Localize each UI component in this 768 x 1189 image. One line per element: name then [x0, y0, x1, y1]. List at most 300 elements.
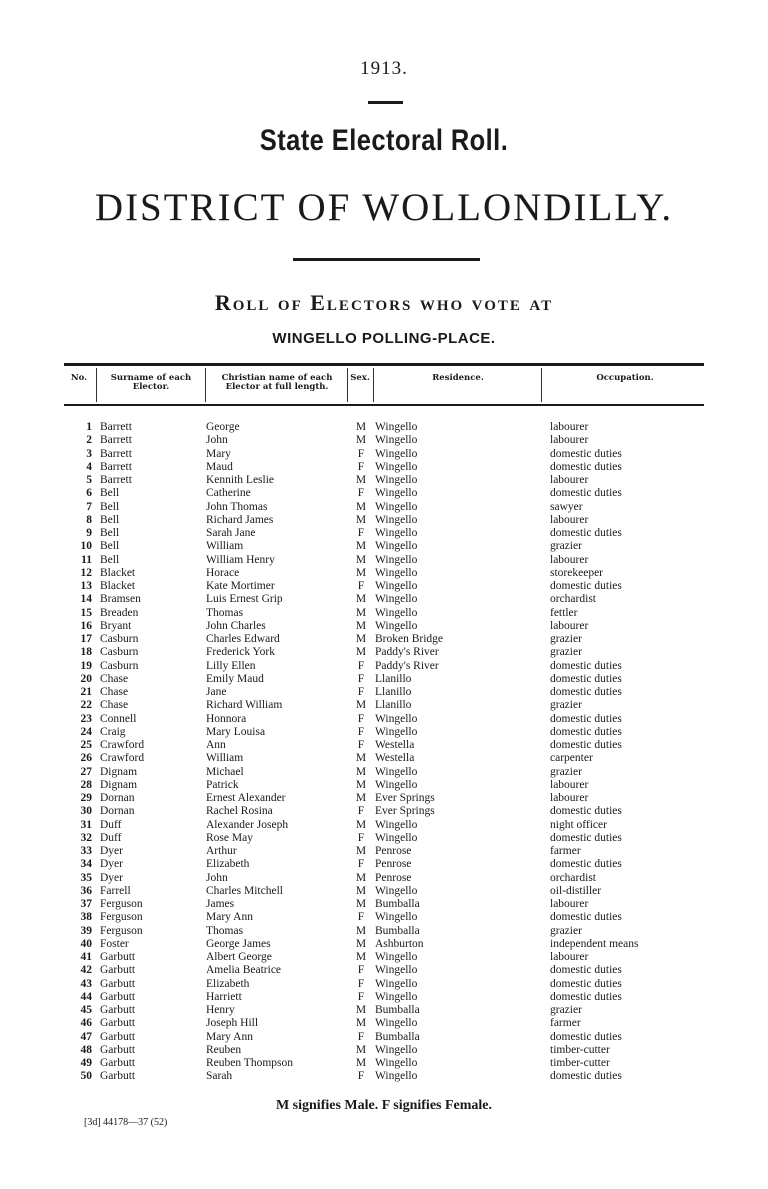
elector-surname: Dignam [100, 765, 138, 778]
elector-residence: Wingello [375, 911, 418, 924]
elector-number: 41 [80, 951, 92, 963]
elector-residence: Wingello [375, 1057, 418, 1069]
elector-sex: M [355, 500, 367, 513]
elector-occupation: domestic duties [550, 725, 622, 738]
elector-number: 19 [80, 659, 92, 672]
elector-residence: Paddy's River [375, 646, 439, 659]
elector-surname: Bryant [100, 619, 132, 632]
elector-number: 47 [80, 1030, 92, 1043]
elector-occupation: domestic duties [550, 990, 622, 1003]
table-top-rule [64, 363, 704, 366]
table-row [0, 845, 768, 858]
elector-christian-name: Albert George [206, 951, 272, 963]
table-row [0, 620, 768, 633]
table-row [0, 885, 768, 898]
table-row [0, 514, 768, 527]
elector-christian-name: Reuben [206, 1043, 242, 1056]
elector-occupation: labourer [550, 951, 589, 963]
elector-number: 44 [80, 990, 92, 1003]
elector-occupation: domestic duties [550, 739, 622, 751]
elector-christian-name: Henry [206, 1004, 235, 1016]
elector-christian-name: Joseph Hill [206, 1017, 259, 1030]
elector-occupation: domestic duties [550, 527, 622, 539]
elector-residence: Wingello [375, 434, 418, 447]
table-row [0, 858, 768, 871]
elector-residence: Penrose [375, 871, 412, 884]
elector-occupation: grazier [550, 924, 582, 937]
elector-sex: M [355, 434, 367, 447]
elector-surname: Barrett [100, 460, 132, 473]
elector-number: 26 [80, 752, 92, 765]
table-row [0, 434, 768, 447]
elector-occupation: fettler [550, 606, 578, 619]
elector-sex: M [355, 792, 367, 804]
elector-christian-name: Kate Mortimer [206, 580, 275, 592]
elector-occupation: domestic duties [550, 911, 622, 924]
elector-number: 31 [80, 818, 92, 831]
elector-sex: M [355, 474, 367, 486]
elector-residence: Wingello [375, 500, 418, 513]
elector-occupation: night officer [550, 818, 607, 831]
elector-residence: Penrose [375, 858, 412, 871]
elector-number: 17 [80, 633, 92, 645]
elector-occupation: sawyer [550, 500, 583, 513]
elector-christian-name: Patrick [206, 778, 239, 791]
elector-surname: Barrett [100, 421, 132, 433]
elector-number: 42 [80, 964, 92, 977]
elector-surname: Garbutt [100, 951, 136, 963]
year-heading: 1913. [360, 58, 408, 79]
elector-residence: Wingello [375, 527, 418, 539]
elector-occupation: domestic duties [550, 858, 622, 871]
elector-christian-name: George [206, 421, 240, 433]
table-row [0, 633, 768, 646]
elector-surname: Casburn [100, 646, 139, 659]
elector-christian-name: Ernest Alexander [206, 792, 286, 804]
elector-sex: F [357, 725, 365, 738]
elector-number: 49 [80, 1057, 92, 1069]
elector-christian-name: Arthur [206, 845, 237, 857]
table-row [0, 461, 768, 474]
elector-residence: Bumballa [375, 1030, 420, 1043]
elector-residence: Wingello [375, 778, 418, 791]
table-row [0, 1031, 768, 1044]
elector-residence: Wingello [375, 964, 418, 977]
elector-number: 14 [80, 593, 92, 606]
elector-christian-name: Elizabeth [206, 977, 250, 990]
elector-christian-name: Amelia Beatrice [206, 964, 282, 977]
elector-number: 20 [80, 672, 92, 685]
elector-residence: Wingello [375, 884, 418, 897]
elector-residence: Llanillo [375, 672, 412, 685]
table-row [0, 567, 768, 580]
elector-number: 21 [80, 686, 92, 698]
elector-christian-name: Mary Ann [206, 1030, 253, 1043]
elector-residence: Wingello [375, 580, 418, 592]
table-row [0, 660, 768, 673]
table-row [0, 819, 768, 832]
table-row [0, 580, 768, 593]
elector-christian-name: Ann [206, 739, 226, 751]
district-heading: DISTRICT OF WOLLONDILLY. [94, 186, 674, 229]
elector-sex: F [357, 831, 365, 844]
elector-christian-name: Thomas [206, 924, 244, 937]
col-header-surname: Surname of each Elector. [110, 373, 192, 392]
elector-residence: Wingello [375, 1070, 418, 1083]
elector-residence: Wingello [375, 460, 418, 473]
elector-surname: Bramsen [100, 593, 141, 606]
elector-residence: Wingello [375, 619, 418, 632]
elector-residence: Wingello [375, 818, 418, 831]
elector-sex: M [355, 818, 367, 831]
elector-occupation: domestic duties [550, 712, 622, 725]
elector-sex: M [355, 778, 367, 791]
elector-occupation: domestic duties [550, 672, 622, 685]
elector-residence: Wingello [375, 606, 418, 619]
elector-residence: Llanillo [375, 699, 412, 712]
elector-residence: Wingello [375, 1017, 418, 1030]
elector-occupation: domestic duties [550, 447, 622, 460]
elector-number: 12 [80, 566, 92, 579]
elector-christian-name: John [206, 871, 228, 884]
elector-christian-name: Alexander Joseph [206, 818, 289, 831]
elector-sex: F [357, 527, 365, 539]
elector-residence: Wingello [375, 513, 418, 526]
elector-occupation: labourer [550, 553, 589, 566]
elector-surname: Duff [100, 831, 122, 844]
elector-occupation: orchardist [550, 871, 596, 884]
elector-sex: F [357, 686, 365, 698]
elector-sex: F [357, 739, 365, 751]
elector-surname: Dignam [100, 778, 138, 791]
elector-surname: Blacket [100, 580, 136, 592]
elector-christian-name: James [206, 898, 235, 910]
elector-number: 2 [86, 434, 92, 447]
col-header-christian: Christian name of each Elector at full length. [221, 373, 333, 392]
elector-number: 30 [80, 805, 92, 818]
elector-surname: Dornan [100, 805, 135, 818]
elector-residence: Ashburton [375, 937, 424, 950]
elector-residence: Westella [375, 752, 415, 765]
elector-christian-name: Richard James [206, 513, 274, 526]
elector-surname: Blacket [100, 566, 136, 579]
table-row [0, 938, 768, 951]
elector-number: 32 [80, 831, 92, 844]
elector-number: 28 [80, 778, 92, 791]
elector-christian-name: Honnora [206, 712, 247, 725]
elector-occupation: domestic duties [550, 659, 622, 672]
elector-number: 15 [80, 606, 92, 619]
elector-number: 45 [80, 1004, 92, 1016]
elector-surname: Barrett [100, 474, 132, 486]
elector-sex: M [355, 593, 367, 606]
elector-number: 38 [80, 911, 92, 924]
elector-sex: F [357, 712, 365, 725]
elector-number: 4 [86, 460, 92, 473]
table-row [0, 739, 768, 752]
elector-christian-name: Mary [206, 447, 231, 460]
elector-sex: M [355, 646, 367, 659]
elector-number: 24 [80, 725, 92, 738]
elector-surname: Craig [100, 725, 126, 738]
elector-sex: M [355, 898, 367, 910]
elector-number: 8 [86, 513, 92, 526]
elector-surname: Dyer [100, 858, 123, 871]
elector-surname: Casburn [100, 659, 139, 672]
elector-number: 11 [81, 553, 92, 566]
elector-surname: Bell [100, 527, 120, 539]
elector-sex: M [355, 765, 367, 778]
elector-christian-name: Michael [206, 765, 244, 778]
elector-sex: M [355, 540, 367, 553]
elector-occupation: farmer [550, 845, 581, 857]
elector-christian-name: Thomas [206, 606, 244, 619]
table-row [0, 978, 768, 991]
col-header-residence: Residence. [432, 373, 484, 383]
elector-occupation: domestic duties [550, 831, 622, 844]
table-row [0, 911, 768, 924]
elector-occupation: labourer [550, 792, 589, 804]
elector-occupation: domestic duties [550, 487, 622, 500]
table-row [0, 805, 768, 818]
elector-occupation: domestic duties [550, 1070, 622, 1083]
elector-surname: Bell [100, 553, 120, 566]
elector-number: 40 [80, 937, 92, 950]
elector-occupation: labourer [550, 619, 589, 632]
elector-christian-name: Jane [206, 686, 227, 698]
elector-number: 9 [86, 527, 92, 539]
elector-christian-name: Maud [206, 460, 233, 473]
elector-occupation: domestic duties [550, 964, 622, 977]
elector-residence: Wingello [375, 421, 418, 433]
table-row [0, 1004, 768, 1017]
col-header-occupation: Occupation. [596, 373, 654, 383]
table-row [0, 872, 768, 885]
elector-occupation: domestic duties [550, 805, 622, 818]
elector-number: 25 [80, 739, 92, 751]
elector-sex: M [355, 421, 367, 433]
elector-residence: Ever Springs [375, 792, 435, 804]
elector-occupation: independent means [550, 937, 639, 950]
elector-sex: F [357, 1070, 365, 1083]
elector-sex: M [355, 633, 367, 645]
elector-sex: F [357, 672, 365, 685]
elector-christian-name: George James [206, 937, 271, 950]
elector-christian-name: John Thomas [206, 500, 268, 513]
elector-number: 10 [80, 540, 92, 553]
elector-residence: Ever Springs [375, 805, 435, 818]
elector-sex: M [355, 871, 367, 884]
elector-christian-name: Horace [206, 566, 240, 579]
col-divider [541, 368, 542, 402]
table-row [0, 792, 768, 805]
elector-number: 27 [80, 765, 92, 778]
elector-residence: Wingello [375, 553, 418, 566]
elector-residence: Bumballa [375, 924, 420, 937]
elector-occupation: grazier [550, 1004, 582, 1016]
elector-christian-name: Rachel Rosina [206, 805, 273, 818]
elector-christian-name: William [206, 540, 244, 553]
elector-sex: F [357, 659, 365, 672]
elector-number: 43 [80, 977, 92, 990]
elector-christian-name: Charles Mitchell [206, 884, 283, 897]
sex-legend: M signifies Male. F signifies Female. [275, 1098, 493, 1113]
elector-surname: Duff [100, 818, 122, 831]
elector-surname: Bell [100, 540, 120, 553]
elector-surname: Chase [100, 699, 129, 712]
elector-occupation: storekeeper [550, 566, 603, 579]
col-header-sex: Sex. [350, 373, 370, 383]
elector-sex: F [357, 580, 365, 592]
elector-christian-name: Mary Louisa [206, 725, 266, 738]
elector-surname: Garbutt [100, 1043, 136, 1056]
elector-sex: M [355, 884, 367, 897]
table-row [0, 1017, 768, 1030]
roll-caption [0, 290, 768, 316]
elector-surname: Barrett [100, 447, 132, 460]
elector-number: 7 [86, 500, 92, 513]
print-reference: [3d] 44178—37 (52) [84, 1117, 168, 1128]
mid-divider [293, 258, 480, 261]
table-row [0, 554, 768, 567]
col-divider [96, 368, 97, 402]
elector-residence: Llanillo [375, 686, 412, 698]
elector-residence: Wingello [375, 447, 418, 460]
elector-number: 1 [86, 421, 92, 433]
elector-sex: M [355, 752, 367, 765]
elector-number: 3 [86, 447, 92, 460]
elector-occupation: oil-distiller [550, 884, 602, 897]
elector-number: 34 [80, 858, 92, 871]
table-row [0, 474, 768, 487]
elector-surname: Bell [100, 513, 120, 526]
col-divider [205, 368, 206, 402]
elector-sex: M [355, 566, 367, 579]
elector-number: 29 [80, 792, 92, 804]
elector-number: 39 [80, 924, 92, 937]
elector-number: 18 [80, 646, 92, 659]
elector-occupation: domestic duties [550, 686, 622, 698]
elector-christian-name: John Charles [206, 619, 266, 632]
elector-number: 6 [86, 487, 92, 500]
table-row [0, 673, 768, 686]
elector-sex: M [355, 1043, 367, 1056]
col-header-no: No. [70, 373, 88, 383]
elector-residence: Paddy's River [375, 659, 439, 672]
elector-christian-name: Kennith Leslie [206, 474, 275, 486]
elector-residence: Wingello [375, 1043, 418, 1056]
elector-surname: Bell [100, 487, 120, 500]
elector-residence: Wingello [375, 474, 418, 486]
elector-sex: M [355, 1057, 367, 1069]
table-row [0, 991, 768, 1004]
elector-surname: Breaden [100, 606, 139, 619]
elector-christian-name: Charles Edward [206, 633, 280, 645]
elector-residence: Penrose [375, 845, 412, 857]
elector-occupation: grazier [550, 633, 582, 645]
elector-number: 36 [80, 884, 92, 897]
elector-occupation: domestic duties [550, 460, 622, 473]
elector-surname: Garbutt [100, 1017, 136, 1030]
elector-surname: Barrett [100, 434, 132, 447]
elector-sex: F [357, 460, 365, 473]
table-row [0, 951, 768, 964]
elector-occupation: orchardist [550, 593, 596, 606]
table-row [0, 964, 768, 977]
elector-residence: Wingello [375, 540, 418, 553]
elector-surname: Foster [100, 937, 129, 950]
elector-occupation: labourer [550, 474, 589, 486]
elector-residence: Wingello [375, 487, 418, 500]
elector-christian-name: Emily Maud [206, 672, 264, 685]
elector-residence: Wingello [375, 990, 418, 1003]
elector-sex: F [357, 977, 365, 990]
elector-surname: Dornan [100, 792, 135, 804]
elector-occupation: grazier [550, 540, 582, 553]
elector-christian-name: Catherine [206, 487, 251, 500]
elector-surname: Garbutt [100, 1004, 136, 1016]
elector-occupation: carpenter [550, 752, 593, 765]
elector-surname: Garbutt [100, 990, 136, 1003]
table-row [0, 487, 768, 500]
elector-number: 35 [80, 871, 92, 884]
elector-sex: F [357, 990, 365, 1003]
elector-christian-name: William Henry [206, 553, 275, 566]
elector-surname: Ferguson [100, 911, 143, 924]
elector-christian-name: Sarah Jane [206, 527, 256, 539]
col-divider [373, 368, 374, 402]
elector-christian-name: Lilly Ellen [206, 659, 256, 672]
elector-sex: F [357, 447, 365, 460]
table-row [0, 1044, 768, 1057]
elector-surname: Ferguson [100, 924, 143, 937]
elector-sex: F [357, 964, 365, 977]
elector-number: 48 [80, 1043, 92, 1056]
elector-sex: F [357, 1030, 365, 1043]
elector-occupation: domestic duties [550, 977, 622, 990]
elector-sex: M [355, 699, 367, 712]
elector-occupation: domestic duties [550, 1030, 622, 1043]
elector-number: 23 [80, 712, 92, 725]
table-row [0, 501, 768, 514]
table-row [0, 686, 768, 699]
elector-residence: Westella [375, 739, 415, 751]
elector-residence: Broken Bridge [375, 633, 444, 645]
elector-sex: M [355, 845, 367, 857]
elector-sex: M [355, 513, 367, 526]
elector-sex: M [355, 606, 367, 619]
elector-number: 33 [80, 845, 92, 857]
elector-surname: Garbutt [100, 977, 136, 990]
elector-sex: F [357, 487, 365, 500]
elector-residence: Wingello [375, 725, 418, 738]
elector-residence: Wingello [375, 712, 418, 725]
elector-number: 5 [86, 474, 92, 486]
short-divider [368, 101, 403, 104]
elector-residence: Wingello [375, 977, 418, 990]
table-row [0, 726, 768, 739]
elector-surname: Garbutt [100, 1030, 136, 1043]
table-row [0, 898, 768, 911]
elector-occupation: domestic duties [550, 580, 622, 592]
table-row [0, 646, 768, 659]
elector-sex: F [357, 858, 365, 871]
elector-surname: Dyer [100, 871, 123, 884]
elector-surname: Dyer [100, 845, 123, 857]
elector-surname: Bell [100, 500, 120, 513]
elector-sex: M [355, 924, 367, 937]
table-row [0, 713, 768, 726]
